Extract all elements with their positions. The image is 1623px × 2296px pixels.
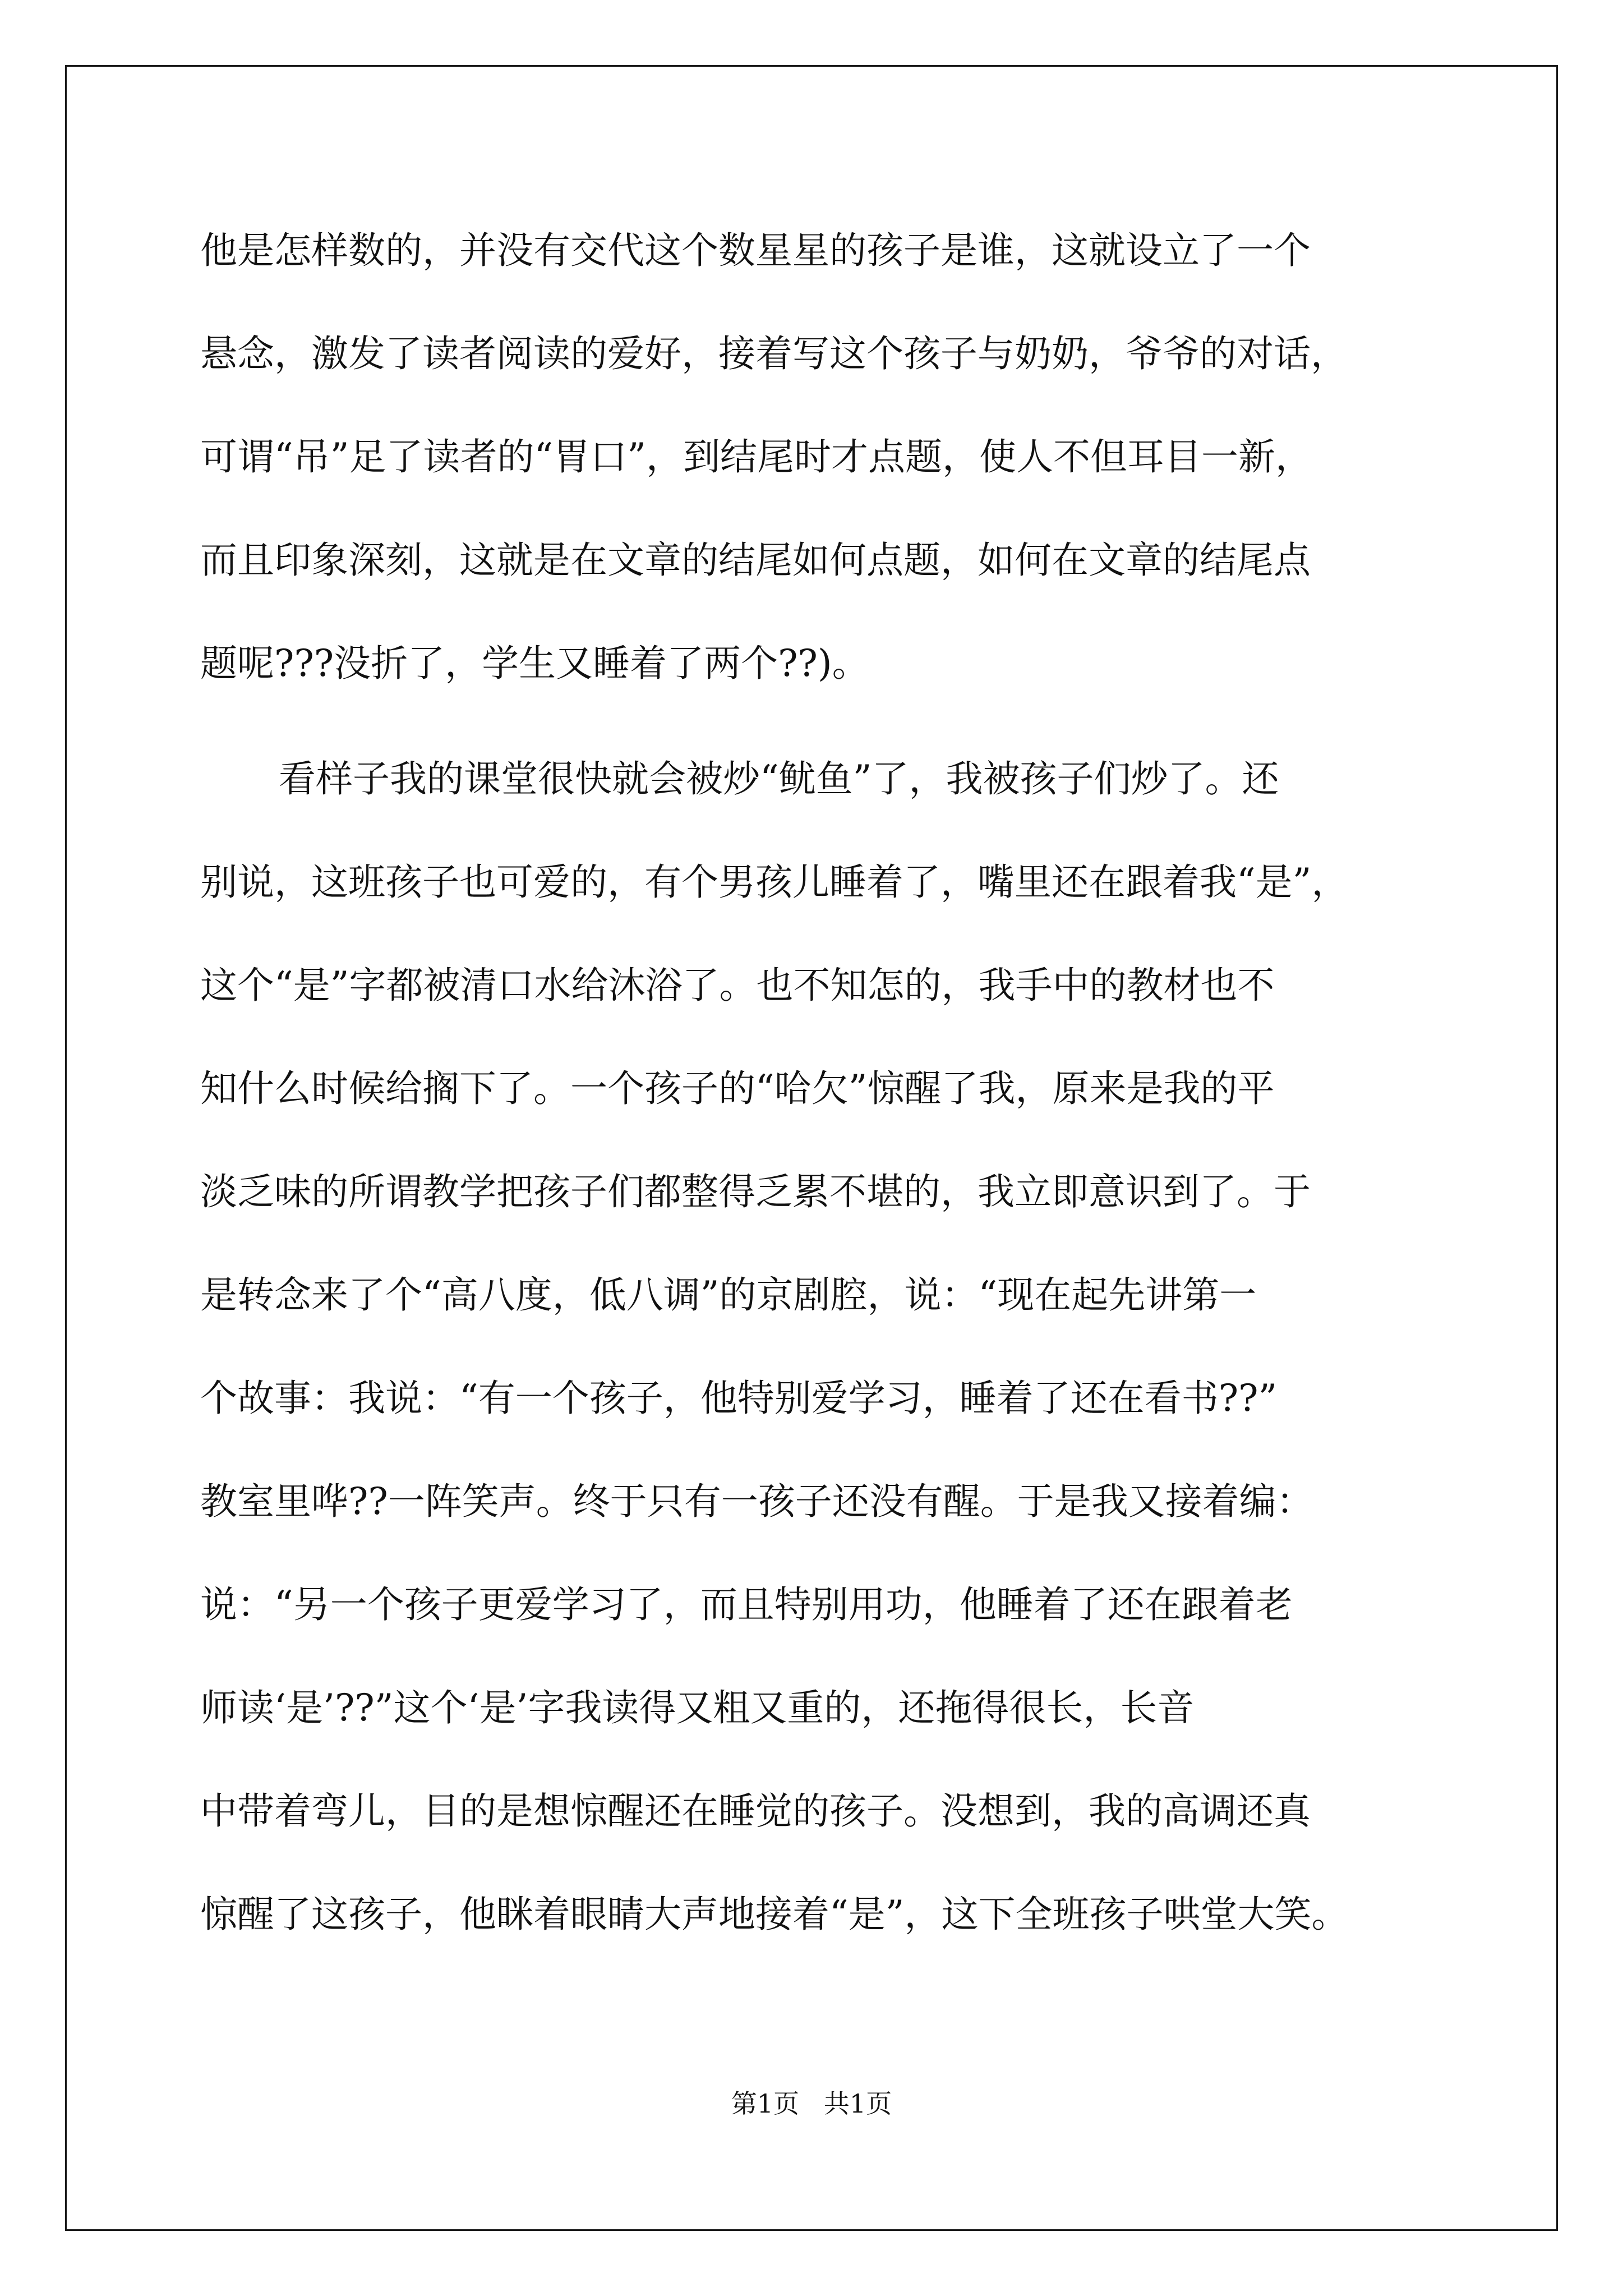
text-line-12: 个故事：我说：“有一个孩子，他特别爱学习，睡着了还在看书??”	[200, 1377, 1278, 1420]
text-line-17: 惊醒了这孩子，他眯着眼睛大声地接着“是”，这下全班孩子哄堂大笑。	[200, 1893, 1349, 1936]
text-line-11: 是转念来了个“高八度，低八调”的京剧腔，说：“现在起先讲第一	[200, 1273, 1257, 1317]
text-line-2: 悬念，激发了读者阅读的爱好，接着写这个孩子与奶奶，爷爷的对话，	[200, 332, 1348, 375]
text-line-7: 别说，这班孩子也可爱的，有个男孩儿睡着了，嘴里还在跟着我“是”，	[200, 861, 1349, 904]
text-line-1: 他是怎样数的，并没有交代这个数星星的孩子是谁，这就设立了一个	[200, 229, 1311, 272]
text-line-10: 淡乏味的所谓教学把孩子们都整得乏累不堪的，我立即意识到了。于	[200, 1170, 1311, 1213]
text-line-15: 师读‘是’??”这个‘是’字我读得又粗又重的，还拖得很长，长音	[200, 1686, 1195, 1729]
text-line-14: 说：“另一个孩子更爱学习了，而且特别用功，他睡着了还在跟着老	[200, 1583, 1293, 1626]
text-line-9: 知什么时候给搁下了。一个孩子的“哈欠”惊醒了我，原来是我的平	[200, 1067, 1275, 1110]
page-footer: 第1页 共1页	[731, 2088, 892, 2119]
text-line-3: 可谓“吊”足了读者的“胃口”，到结尾时才点题，使人不但耳目一新，	[200, 435, 1312, 478]
text-line-4: 而且印象深刻，这就是在文章的结尾如何点题，如何在文章的结尾点	[200, 539, 1311, 582]
text-line-8: 这个“是”字都被清口水给沐浴了。也不知怎的，我手中的教材也不	[200, 964, 1275, 1007]
text-line-5: 题呢???没折了，学生又睡着了两个??)。	[200, 642, 869, 685]
text-line-16: 中带着弯儿，目的是想惊醒还在睡觉的孩子。没想到，我的高调还真	[200, 1789, 1311, 1833]
text-line-13: 教室里哗??一阵笑声。终于只有一孩子还没有醒。于是我又接着编：	[200, 1480, 1313, 1523]
text-line-6: 看样子我的课堂很快就会被炒“鱿鱼”了，我被孩子们炒了。还	[279, 757, 1279, 800]
